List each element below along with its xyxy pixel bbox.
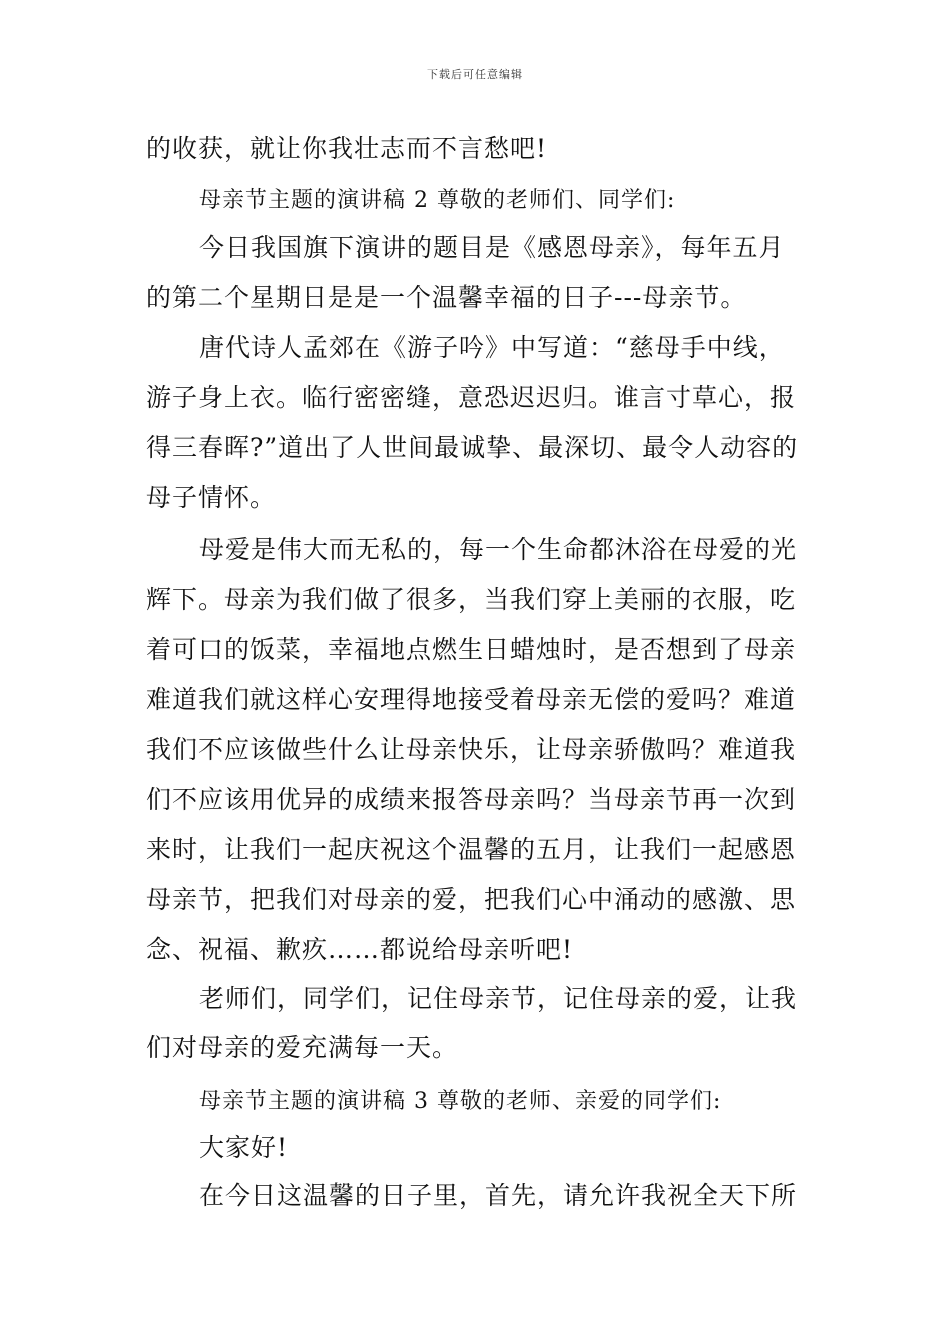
paragraph-line: 母子情怀。: [146, 483, 277, 512]
section-heading: 母亲节主题的演讲稿 3 尊敬的老师、亲爱的同学们:: [199, 1089, 722, 1114]
paragraph-line: 在今日这温馨的日子里，首先，请允许我祝全天下所: [199, 1181, 798, 1210]
paragraph-line: 的收获，就让你我壮志而不言愁吧!: [146, 134, 548, 163]
section-heading: 母亲节主题的演讲稿 2 尊敬的老师们、同学们:: [199, 188, 676, 213]
paragraph-line: 来时，让我们一起庆祝这个温馨的五月，让我们一起感恩: [146, 835, 797, 864]
page-header: 下载后可任意编辑: [427, 68, 523, 81]
paragraph-line: 母亲节，把我们对母亲的爱，把我们心中涌动的感激、思: [146, 885, 797, 914]
paragraph-line: 游子身上衣。临行密密缝，意恐迟迟归。谁言寸草心，报: [146, 383, 797, 412]
paragraph-line: 念、祝福、歉疚……都说给母亲听吧!: [146, 935, 574, 964]
paragraph-line: 我们不应该做些什么让母亲快乐，让母亲骄傲吗？难道我: [146, 735, 797, 764]
paragraph-line: 得三春晖?”道出了人世间最诚挚、最深切、最令人动容的: [146, 433, 799, 462]
paragraph-line: 们不应该用优异的成绩来报答母亲吗？当母亲节再一次到: [146, 785, 797, 814]
paragraph-line: 大家好!: [199, 1133, 289, 1162]
paragraph-line: 母爱是伟大而无私的，每一个生命都沐浴在母爱的光: [199, 535, 798, 564]
paragraph-line: 难道我们就这样心安理得地接受着母亲无偿的爱吗？难道: [146, 685, 797, 714]
paragraph-line: 辉下。母亲为我们做了很多，当我们穿上美丽的衣服，吃: [146, 585, 797, 614]
paragraph-line: 们对母亲的爱充满每一天。: [146, 1033, 459, 1062]
paragraph-line: 唐代诗人孟郊在《游子吟》中写道：“慈母手中线，: [199, 333, 785, 362]
paragraph-line: 的第二个星期日是是一个温馨幸福的日子---母亲节。: [146, 283, 747, 312]
paragraph-line: 今日我国旗下演讲的题目是《感恩母亲》，每年五月: [199, 233, 785, 262]
paragraph-line: 老师们，同学们，记住母亲节，记住母亲的爱，让我: [199, 984, 798, 1013]
paragraph-line: 着可口的饭菜，幸福地点燃生日蜡烛时，是否想到了母亲: [146, 635, 797, 664]
